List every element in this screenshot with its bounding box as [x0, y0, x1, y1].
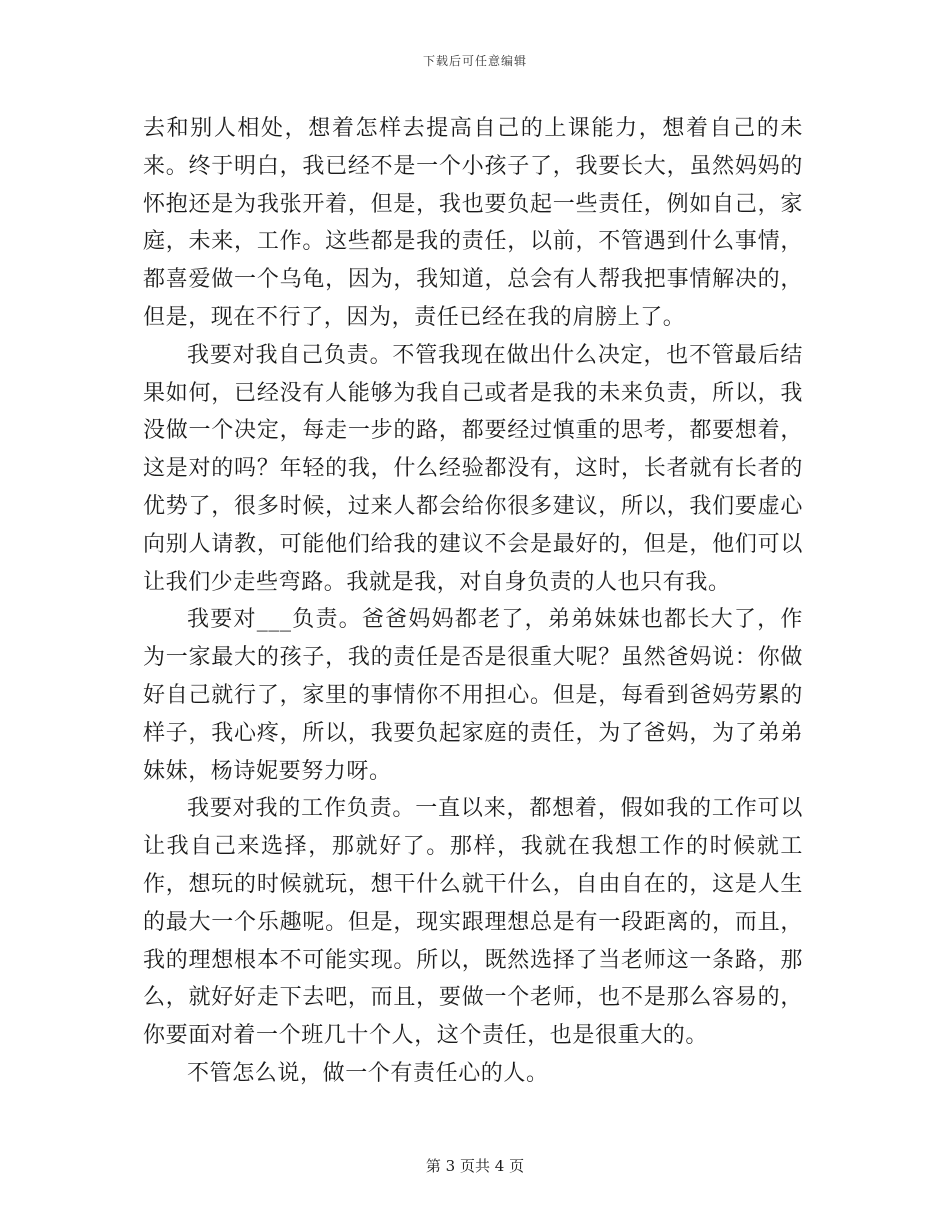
paragraph-2: 我要对我自己负责。不管我现在做出什么决定，也不管最后结果如何，已经没有人能够为我自己或者是我的未来负责，所以，我没做一个决定，每走一步的路，都要经过慎重的思考，都要想着，这是对的吗？年轻的我，什么经验都没有，这时，长者就有长者的优势了，很多时候，过来人都会给你很多建议，所以，我们要虚心向别人请教，可能他们给我的建议不会是最好的，但是，他们可以让我们少走些弯路。我就是我，对自身负责的人也只有我。 — [143, 342, 803, 595]
document-body — [143, 110, 803, 1093]
paragraph-1: 去和别人相处，想着怎样去提高自己的上课能力，想着自己的未来。终于明白，我已经不是一个小孩子了，我要长大，虽然妈妈的怀抱还是为我张开着，但是，我也要负起一些责任，例如自己，家庭，未来，工作。这些都是我的责任，以前，不管遇到什么事情，都喜爱做一个乌龟，因为，我知道，总会有人帮我把事情解决的，但是，现在不行了，因为，责任已经在我的肩膀上了。 — [143, 116, 803, 330]
paragraph-3: 我要对___负责。爸爸妈妈都老了，弟弟妹妹也都长大了，作为一家最大的孩子，我的责任是否是很重大呢？虽然爸妈说：你做好自己就行了，家里的事情你不用担心。但是，每看到爸妈劳累的样子，我心疼，所以，我要负起家庭的责任，为了爸妈，为了弟弟妹妹，杨诗妮要努力呀。 — [143, 607, 803, 784]
paragraph-4: 我要对我的工作负责。一直以来，都想着，假如我的工作可以让我自己来选择，那就好了。那样，我就在我想工作的时候就工作，想玩的时候就玩，想干什么就干什么，自由自在的，这是人生的最大一个乐趣呢。但是，现实跟理想总是有一段距离的，而且，我的理想根本不可能实现。所以，既然选择了当老师这一条路，那么，就好好走下去吧，而且，要做一个老师，也不是那么容易的，你要面对着一个班几十个人，这个责任，也是很重大的。 — [143, 796, 803, 1049]
page-header: 下载后可任意编辑 — [422, 54, 527, 68]
page-footer: 第 3 页共 4 页 — [425, 1157, 525, 1175]
paragraph-5: 不管怎么说，做一个有责任心的人。 — [187, 1060, 549, 1086]
